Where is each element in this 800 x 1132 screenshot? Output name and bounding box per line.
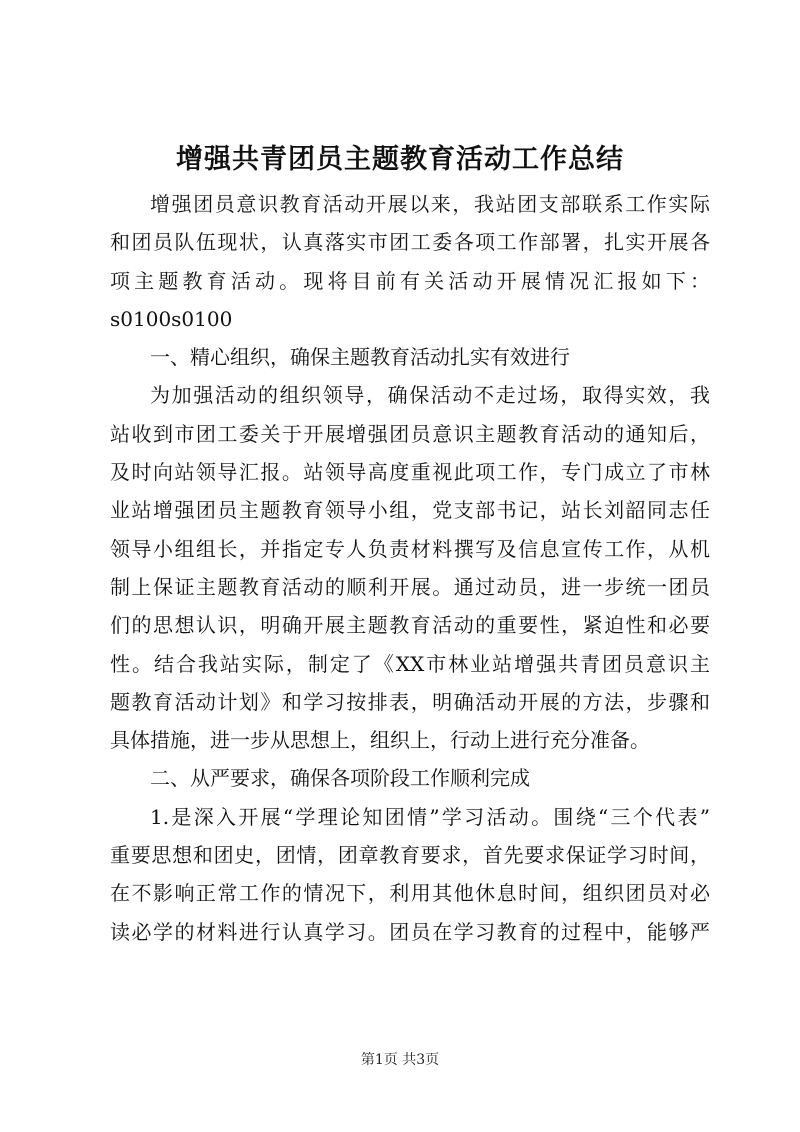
paragraph-line: 重要思想和团史，团情，团章教育要求，首先要求保证学习时间， [110, 843, 710, 868]
paragraph-line: 性。结合我站实际，制定了《XX市林业站增强共青团员意识主 [110, 651, 710, 676]
section-heading: 一、精心组织，确保主题教育活动扎实有效进行 [150, 345, 570, 370]
paragraph-line: 们的思想认识，明确开展主题教育活动的重要性，紧迫性和必要 [110, 613, 710, 638]
paragraph-line: 站收到市团工委关于开展增强团员意识主题教育活动的通知后， [110, 421, 710, 446]
paragraph-line: 及时向站领导汇报。站领导高度重视此项工作，专门成立了市林 [110, 460, 710, 485]
paragraph-line: 在不影响正常工作的情况下，利用其他休息时间，组织团员对必 [110, 881, 710, 906]
paragraph-line: s0100s0100 [110, 306, 233, 331]
document-body [110, 185, 710, 951]
paragraph-line: 和团员队伍现状，认真落实市团工委各项工作部署，扎实开展各 [110, 230, 710, 255]
section-heading: 二、从严要求，确保各项阶段工作顺利完成 [150, 766, 530, 791]
document-title: 增强共青团员主题教育活动工作总结 [176, 144, 624, 175]
paragraph-line: 制上保证主题教育活动的顺利开展。通过动员，进一步统一团员 [110, 574, 710, 599]
paragraph-line: 读必学的材料进行认真学习。团员在学习教育的过程中，能够严 [110, 919, 710, 944]
paragraph-line: 题教育活动计划》和学习按排表，明确活动开展的方法，步骤和 [110, 689, 710, 714]
page-footer: 第1页 共3页 [360, 1052, 440, 1068]
paragraph-line: 具体措施，进一步从思想上，组织上，行动上进行充分准备。 [110, 728, 650, 753]
paragraph-line: 业站增强团员主题教育领导小组，党支部书记，站长刘韶同志任 [110, 498, 710, 523]
paragraph-line: 项主题教育活动。现将目前有关活动开展情况汇报如下： [110, 268, 710, 293]
paragraph-line: 领导小组组长，并指定专人负责材料撰写及信息宣传工作，从机 [110, 536, 710, 561]
paragraph-line: 增强团员意识教育活动开展以来，我站团支部联系工作实际 [150, 192, 710, 216]
paragraph-line: 为加强活动的组织领导，确保活动不走过场，取得实效，我 [150, 383, 710, 408]
paragraph-line: 1.是深入开展“学理论知团情”学习活动。围绕“三个代表” [150, 804, 710, 829]
